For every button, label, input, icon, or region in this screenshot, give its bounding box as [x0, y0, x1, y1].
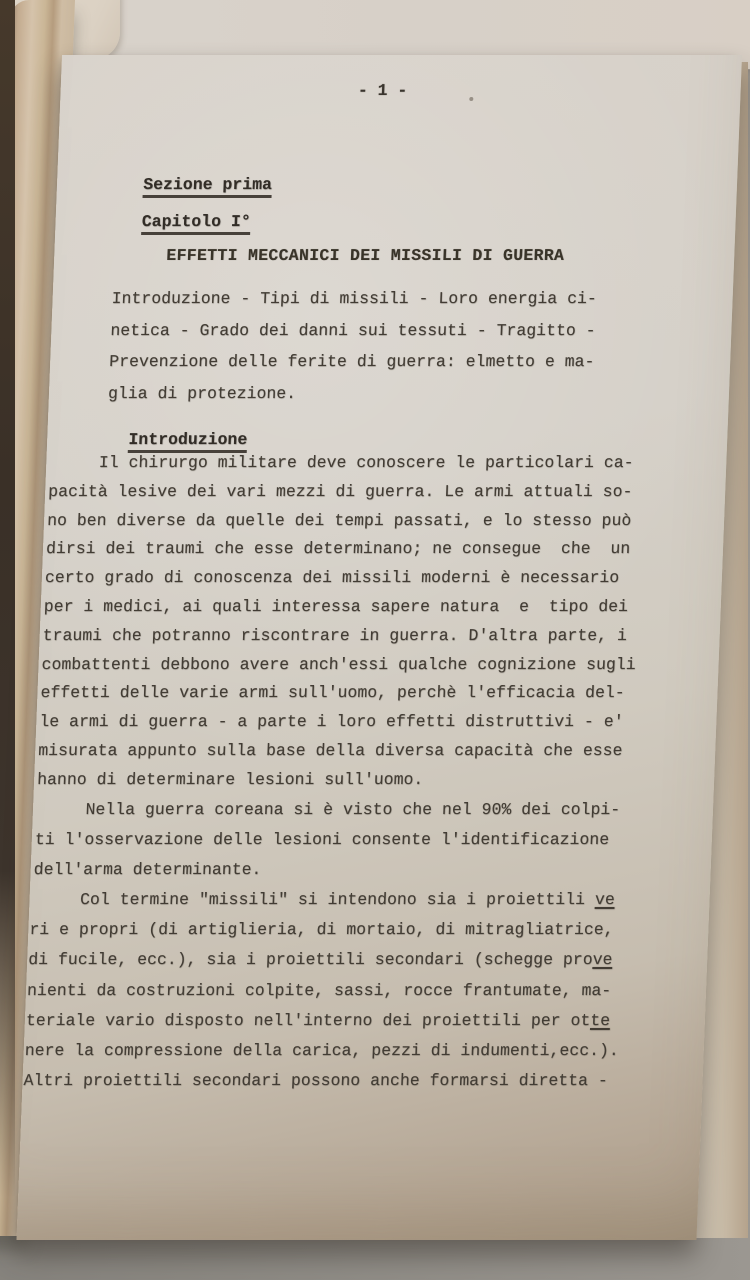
text-line: no ben diverse da quelle dei tempi passati, e lo stesso può	[46, 510, 632, 530]
book-spine-shadow	[0, 0, 15, 1210]
paragraph-2	[33, 795, 621, 885]
text-line: netica - Grado dei danni sui tessuti - Tragitto -	[110, 320, 596, 340]
text-line: dirsi dei traumi che esse determinano; ne consegue che un	[45, 539, 631, 559]
text-line: ti l'osservazione delle lesioni consente l'identificazione	[34, 830, 610, 849]
text-line: teriale vario disposto nell'interno dei proiettili per otte	[25, 1010, 611, 1030]
page-number: - 1 -	[357, 81, 408, 100]
text-line: nienti da costruzioni colpite, sassi, rocce frantumate, ma-	[26, 980, 612, 1000]
text-line: Il chirurgo militare deve conoscere le particolari ca-	[48, 453, 634, 472]
document-page	[16, 55, 742, 1240]
continuation-underline: te	[589, 1010, 611, 1030]
text-line: Nella guerra coreana si è visto che nel 90% dei colpi-	[35, 800, 621, 819]
text-line: glia di protezione.	[107, 383, 297, 403]
text-line: Altri proiettili secondari possono anche formarsi diretta -	[23, 1071, 609, 1091]
typewritten-text-layer	[16, 55, 742, 1240]
text-line: ri e propri (di artiglieria, di mortaio, di mitragliatrice,	[29, 920, 614, 940]
paragraph-1	[37, 449, 644, 795]
text-line: nere la compressione della carica, pezzi di indumenti,ecc.).	[24, 1041, 620, 1061]
text-line: Prevenzione delle ferite di guerra: elmetto e ma-	[108, 352, 595, 371]
continuation-underline: ve	[594, 890, 616, 909]
text-line: misurata appunto sulla base della diversa capacità che esse	[37, 740, 623, 760]
introduction-heading-text: Introduzione	[128, 430, 248, 453]
chapter-heading-text: Capitolo I°	[141, 212, 251, 235]
abstract-block	[107, 283, 597, 409]
continuation-underline: ve	[592, 950, 613, 970]
text-line: hanno di determinare lesioni sull'uomo.	[36, 769, 424, 789]
paragraph-3	[23, 885, 625, 1096]
chapter-title: EFFETTI MECCANICI DEI MISSILI DI GUERRA	[165, 246, 565, 265]
ink-speck	[469, 97, 473, 101]
text-line: Introduzione - Tipi di missili - Loro energia ci-	[111, 289, 598, 308]
text-line: combattenti debbono avere anch'essi qualche cognizione sugli	[41, 654, 637, 674]
text-line: dell'arma determinante.	[33, 860, 262, 879]
section-heading-text: Sezione prima	[143, 175, 273, 198]
text-line: effetti delle varie armi sull'uomo, perchè l'efficacia del-	[40, 683, 626, 703]
text-line: certo grado di conoscenza dei missili moderni è necessario	[44, 568, 620, 588]
text-line: Col termine "missili" si intendono sia i proiettili ve	[30, 890, 616, 909]
text-line: per i medici, ai quali interessa sapere natura e tipo dei	[43, 596, 629, 616]
text-line: traumi che potranno riscontrare in guerra. D'altra parte, i	[42, 625, 628, 645]
text-line: le armi di guerra - a parte i loro effetti distruttivi - e'	[39, 712, 624, 732]
text-line: pacità lesive dei vari mezzi di guerra. Le armi attuali so-	[47, 481, 633, 501]
chapter-heading	[62, 193, 252, 250]
text-line: di fucile, ecc.), sia i proiettili secondari (schegge prove	[27, 950, 613, 970]
